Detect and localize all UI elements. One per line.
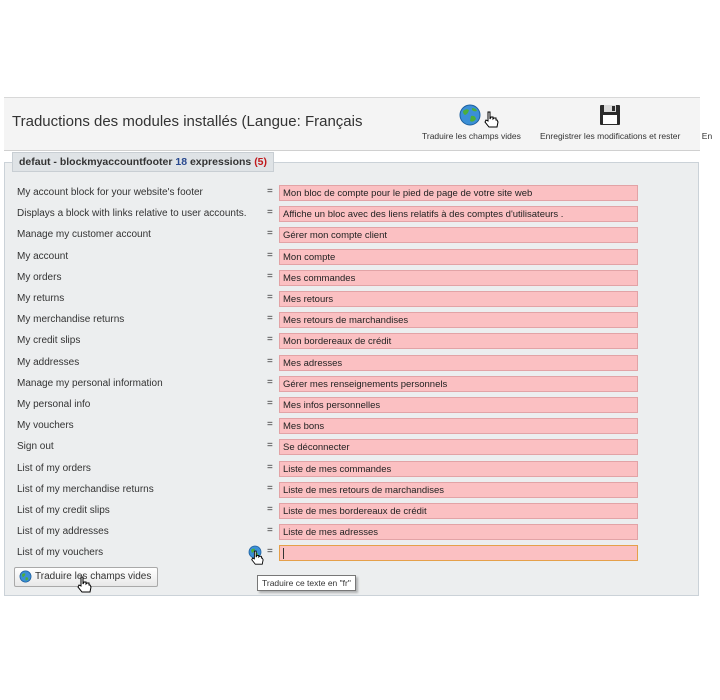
translation-row <box>0 461 700 479</box>
truncated-tool[interactable] <box>694 102 720 141</box>
equals-sign: = <box>267 334 273 346</box>
equals-sign: = <box>267 207 273 219</box>
translate-tooltip: Traduire ce texte en "fr" <box>257 575 356 591</box>
translation-input[interactable]: Mes retours de marchandises <box>279 312 638 328</box>
equals-sign: = <box>267 525 273 537</box>
equals-sign: = <box>267 461 273 473</box>
text-cursor <box>283 548 284 559</box>
translation-input[interactable]: Liste de mes adresses <box>279 524 638 540</box>
toolbar-header <box>4 97 713 151</box>
translation-input[interactable]: Gérer mon compte client <box>279 227 638 243</box>
translation-row <box>0 439 700 457</box>
translation-row <box>0 270 700 288</box>
tool-label: Enregistrer les modifications et rester <box>540 131 681 141</box>
source-label: My returns <box>17 293 65 304</box>
truncated-icon <box>694 102 720 128</box>
source-label: My credit slips <box>17 335 81 347</box>
translation-row <box>0 249 700 267</box>
translation-row <box>0 545 700 563</box>
hand-cursor-icon <box>76 576 92 594</box>
page-title: Traductions des modules installés (Langue: Français <box>12 113 363 130</box>
source-label: List of my merchandise returns <box>17 483 154 495</box>
translation-input[interactable]: Mes infos personnelles <box>279 397 638 413</box>
translation-row <box>0 524 700 542</box>
equals-sign: = <box>267 355 273 367</box>
hand-cursor-icon <box>483 111 499 129</box>
translation-row <box>0 376 700 394</box>
translation-row <box>0 482 700 500</box>
translation-input[interactable]: Liste de mes bordereaux de crédit <box>279 503 638 519</box>
tool-label: Traduire les champs vides <box>422 131 521 141</box>
translation-row <box>0 291 700 309</box>
save-and-stay-tool[interactable] <box>540 102 680 141</box>
source-label: My merchandise returns <box>17 314 125 326</box>
translation-row <box>0 312 700 330</box>
translation-input[interactable]: Gérer mes renseignements personnels <box>279 376 638 392</box>
translation-input[interactable]: Mes bons <box>279 418 638 434</box>
equals-sign: = <box>267 270 273 282</box>
translation-input[interactable]: Se déconnecter <box>279 439 638 455</box>
missing-count: (5) <box>254 156 268 168</box>
translation-input[interactable]: Mon bloc de compte pour le pied de page de votre site web <box>279 185 638 201</box>
equals-sign: = <box>267 376 273 388</box>
translate-empty-fields-tool[interactable] <box>422 102 521 141</box>
source-label: My vouchers <box>17 420 74 432</box>
floppy-disk-icon <box>597 102 623 128</box>
equals-sign: = <box>267 249 273 261</box>
translation-row <box>0 397 700 415</box>
source-label: Displays a block with links relative to user accounts. <box>17 208 247 220</box>
globe-icon <box>19 570 32 583</box>
translation-row <box>0 227 700 245</box>
equals-sign: = <box>267 186 273 197</box>
source-label: Manage my personal information <box>17 377 163 389</box>
source-label: List of my addresses <box>17 526 109 538</box>
translation-input[interactable]: Mon bordereaux de crédit <box>279 333 638 349</box>
equals-sign: = <box>267 313 273 325</box>
globe-icon <box>458 102 484 128</box>
translation-row <box>0 503 700 521</box>
translation-row <box>0 206 700 224</box>
equals-sign: = <box>267 398 273 409</box>
module-name: defaut - blockmyaccountfooter <box>19 156 173 168</box>
tool-label: En <box>701 131 713 141</box>
translation-row <box>0 185 700 203</box>
source-label: Sign out <box>17 441 54 453</box>
equals-sign: = <box>267 292 273 303</box>
expression-count: 18 <box>175 156 188 168</box>
source-label: My account <box>17 250 69 262</box>
expression-word: expressions <box>189 156 252 168</box>
source-label: List of my orders <box>17 462 91 474</box>
fieldset-legend <box>12 152 274 172</box>
translation-input[interactable]: Liste de mes retours de marchandises <box>279 482 638 498</box>
source-label: List of my credit slips <box>17 505 110 516</box>
equals-sign: = <box>267 228 273 240</box>
source-label: My orders <box>17 271 62 283</box>
translation-input[interactable]: Mes commandes <box>279 270 638 286</box>
equals-sign: = <box>267 440 273 452</box>
translation-row <box>0 333 700 351</box>
equals-sign: = <box>267 419 273 431</box>
equals-sign: = <box>267 482 273 494</box>
translation-row <box>0 418 700 436</box>
translation-input-empty[interactable] <box>279 545 638 561</box>
button-label: Traduire les champs vides <box>35 571 152 582</box>
translation-row <box>0 355 700 373</box>
hand-cursor-icon <box>250 550 264 566</box>
source-label: My account block for your website's footer <box>17 187 203 198</box>
equals-sign: = <box>267 504 273 515</box>
translation-input[interactable]: Affiche un bloc avec des liens relatifs à des comptes d'utilisateurs . <box>279 206 638 222</box>
translation-input[interactable]: Mes adresses <box>279 355 638 371</box>
translation-input[interactable]: Liste de mes commandes <box>279 461 638 477</box>
source-label: List of my vouchers <box>17 547 104 559</box>
equals-sign: = <box>267 546 273 558</box>
source-label: My personal info <box>17 399 91 410</box>
translation-input[interactable]: Mon compte <box>279 249 638 265</box>
translation-input[interactable]: Mes retours <box>279 291 638 307</box>
source-label: My addresses <box>17 356 80 368</box>
source-label: Manage my customer account <box>17 229 151 241</box>
